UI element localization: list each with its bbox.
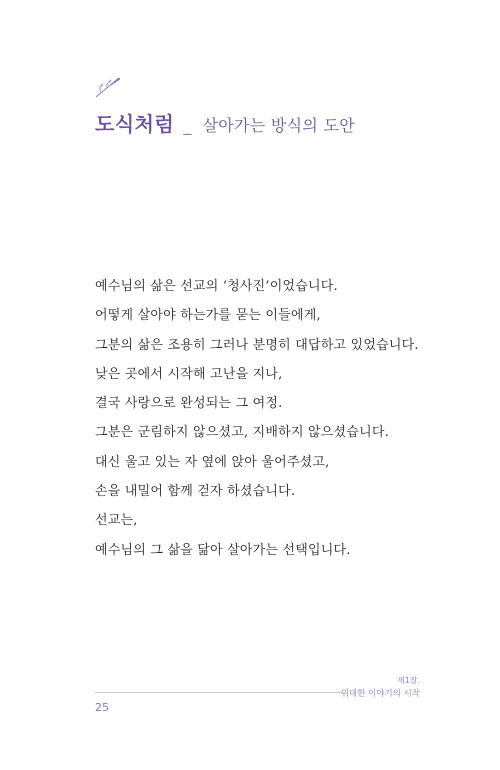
body-line: 예수님의 그 삶을 닮아 살아가는 선택입니다. [95, 542, 351, 558]
heading-title: 도식처럼 [95, 112, 175, 136]
body-line: 대신 울고 있는 자 옆에 앉아 울어주셨고, [95, 454, 330, 470]
running-chapter-title: 위대한 이야기의 시작 [340, 689, 420, 699]
body-line: 그분은 군림하지 않으셨고, 지배하지 않으셨습니다. [95, 425, 389, 441]
page-number: 25 [95, 701, 109, 714]
body-line: 결국 사랑으로 완성되는 그 여정. [95, 396, 283, 412]
body-line: 어떻게 살아야 하는가를 묻는 이들에게, [95, 308, 321, 324]
footer-divider [95, 692, 342, 693]
chapter-heading [95, 108, 355, 137]
body-line: 선교는, [95, 513, 138, 529]
heading-subtitle: 살아가는 방식의 도안 [202, 116, 356, 135]
running-chapter-number: 제1장. [396, 676, 420, 685]
body-paragraph [95, 272, 425, 565]
lavender-sprig-icon [93, 76, 123, 100]
body-line: 손을 내밀어 함께 걷자 하셨습니다. [95, 484, 296, 500]
heading-separator: _ [183, 116, 192, 135]
body-line: 낮은 곳에서 시작해 고난을 지나, [95, 366, 283, 382]
body-line: 예수님의 삶은 선교의 ‘청사진’이었습니다. [95, 279, 338, 294]
body-line: 그분의 삶은 조용히 그러나 분명히 대답하고 있었습니다. [95, 337, 419, 353]
